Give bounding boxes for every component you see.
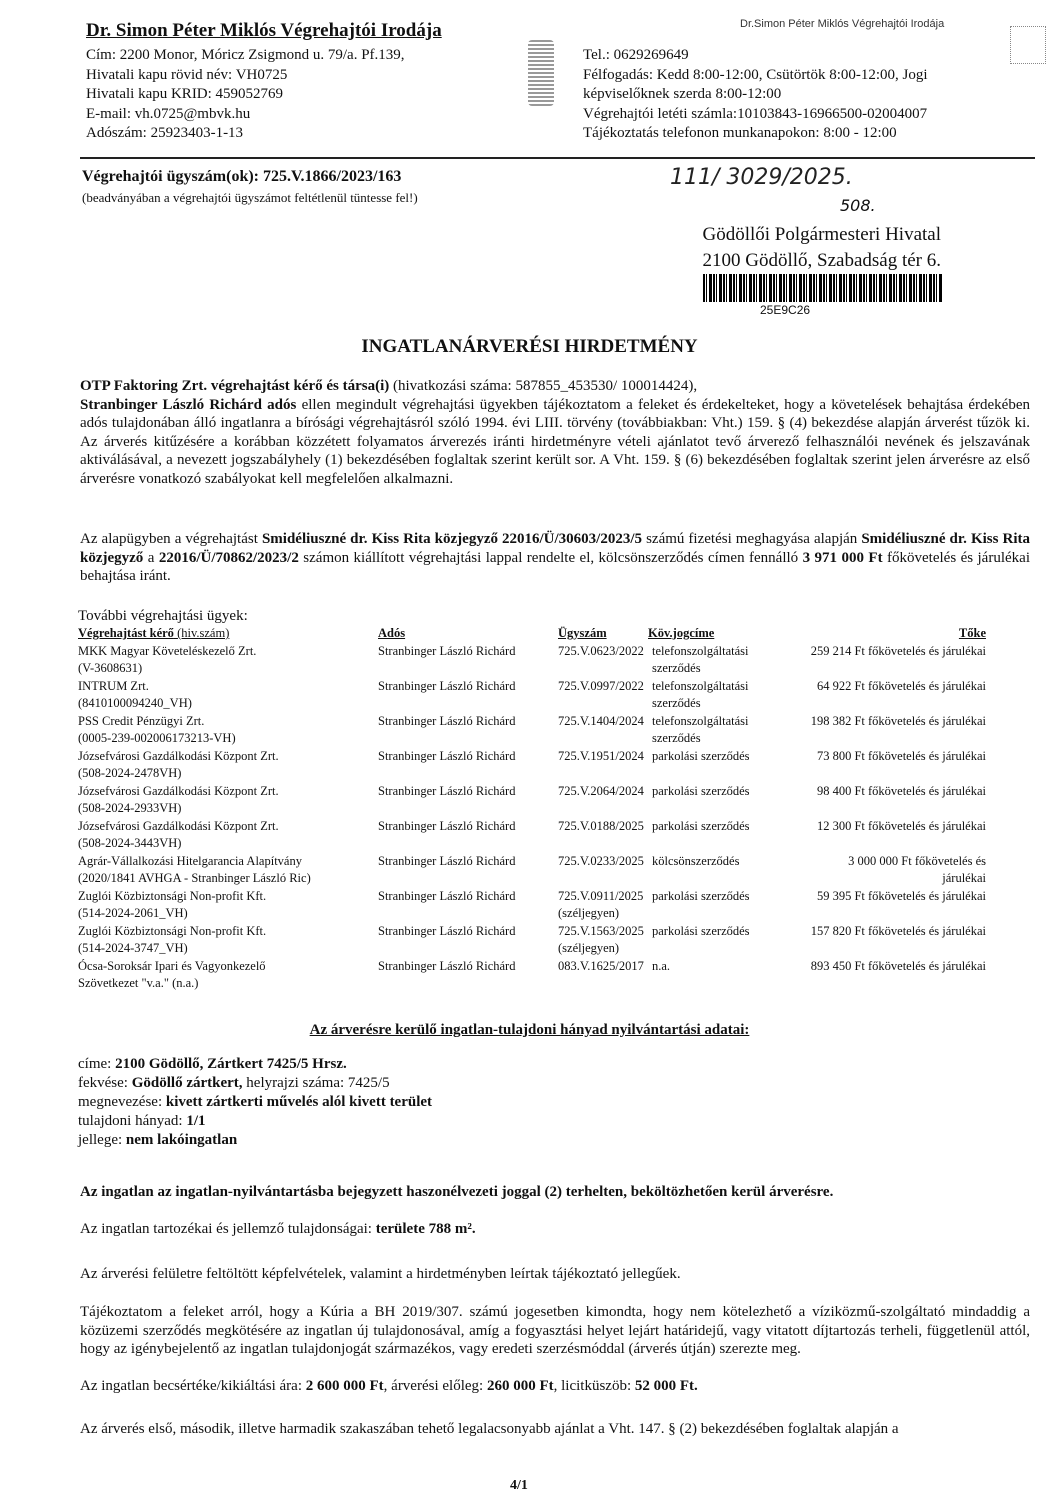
- property-field: címe: 2100 Gödöllő, Zártkert 7425/5 Hrsz.: [78, 1056, 347, 1072]
- divider: [80, 157, 1035, 159]
- claim-title: parkolási szerződés: [652, 748, 750, 763]
- case-id: 725.V.0997/2022: [558, 678, 644, 693]
- office-hours: [583, 46, 928, 144]
- debtor: Stranbinger László Richárd: [378, 888, 516, 903]
- case-note: (széljegyen): [558, 941, 620, 955]
- creditor-ref: (508-2024-3443VH): [78, 836, 182, 850]
- principal-amount: 59 395 Ft főkövetelés és járulékai: [816, 888, 986, 903]
- claim-title: telefonszolgáltatási szerződés: [652, 643, 749, 675]
- signature-stamp-icon: [1010, 26, 1046, 64]
- creditor: Józsefvárosi Gazdálkodási Központ Zrt.: [78, 783, 279, 798]
- property-field: tulajdoni hányad: 1/1: [78, 1113, 206, 1129]
- email: E-mail: vh.0725@mbvk.hu: [86, 105, 251, 122]
- table-row: [78, 748, 986, 783]
- gateway-krid: Hivatali kapu KRID: 459052769: [86, 86, 284, 102]
- creditor-ref: (508-2024-2933VH): [78, 801, 182, 815]
- case-id: 083.V.1625/2017: [558, 958, 644, 973]
- paragraph-lowest-bid: Az árverés első, második, illetve harmadik szakaszában tehető legalacsonyabb ajánlat a Vht. 147. § (2) bekezdésében foglaltak alapján a: [80, 1421, 899, 1437]
- creditor-ref: (8410100094240_VH): [78, 696, 192, 710]
- claim-title: parkolási szerződés: [652, 818, 750, 833]
- principal-amount: 259 214 Ft főkövetelés és járulékai: [810, 643, 986, 658]
- phone-info: Tájékoztatás telefonon munkanapokon: 8:00 - 12:00: [583, 125, 897, 141]
- paragraph-price: Az ingatlan becsértéke/kikiáltási ára: 2 600 000 Ft, árverési előleg: 260 000 Ft, licitküszöb: 52 000 Ft.: [80, 1378, 698, 1394]
- creditor: Józsefvárosi Gazdálkodási Központ Zrt.: [78, 748, 279, 763]
- office-name: Dr. Simon Péter Miklós Végrehajtói Irodája: [86, 20, 442, 41]
- paragraph-encumbrance: Az ingatlan az ingatlan-nyilvántartásba bejegyzett haszonélvezeti joggal (2) terhelten, beköltözhetően kerül árverésre.: [80, 1184, 834, 1200]
- paragraph-images: Az árverési felületre feltöltött képfelvételek, valamint a hirdetményben leírtak tájékoztató jellegűek.: [80, 1266, 681, 1282]
- case-number: Végrehajtói ügyszám(ok): 725.V.1866/2023/163: [82, 168, 402, 185]
- debtor: Stranbinger László Richárd: [378, 818, 516, 833]
- reception-hours: Félfogadás: Kedd 8:00-12:00, Csütörtök 8:00-12:00, Jogi: [583, 66, 928, 83]
- table-row: [78, 713, 986, 748]
- paragraph-features: Az ingatlan tartozékai és jellemző tulajdonságai: területe 788 m².: [80, 1221, 476, 1237]
- case-id: 725.V.0233/2025: [558, 853, 644, 868]
- creditor: Zuglói Közbiztonsági Non-profit Kft.: [78, 923, 267, 938]
- office-stamp: Dr.Simon Péter Miklós Végrehajtói Irodája: [740, 18, 945, 30]
- debtor: Stranbinger László Richárd: [378, 678, 516, 693]
- barcode-text: 25E9C26: [760, 303, 811, 317]
- property-field: megnevezése: kivett zártkerti művelés alól kivett terület: [78, 1094, 433, 1110]
- table-row: [78, 643, 986, 678]
- debtor: Stranbinger László Richárd: [378, 643, 516, 658]
- case-id: 725.V.0188/2025: [558, 818, 644, 833]
- debtor: Stranbinger László Richárd: [378, 853, 516, 868]
- property-details: [78, 1055, 432, 1150]
- case-id: 725.V.2064/2024: [558, 783, 644, 798]
- recipient: [702, 222, 941, 274]
- case-note: (beadványában a végrehajtói ügyszámot feltétlenül tüntesse fel!): [82, 190, 418, 205]
- paragraph-basis: Az alapügyben a végrehajtást Smidéliuszné dr. Kiss Rita közjegyző 22016/Ü/30603/2023/5 számú fizetési meghagyása alapján Smidéliuszné dr. Kiss Rita közjegyző a 22016/Ü/70862/2023/2 számon kiállított végrehajtási lappal rendelte el, kölcsönszerződés címen fennálló 3 971 000 Ft főkövetelés és járulékai behajtása iránt.: [80, 531, 1031, 584]
- case-id: 725.V.1563/2025: [558, 923, 644, 938]
- principal-amount: 98 400 Ft főkövetelés és járulékai: [816, 783, 986, 798]
- property-field: fekvése: Gödöllő zártkert, helyrajzi száma: 7425/5: [78, 1075, 390, 1091]
- case-id: 725.V.0623/2022: [558, 643, 644, 658]
- claim-title: parkolási szerződés: [652, 783, 750, 798]
- phone: Tel.: 0629269649: [583, 47, 689, 63]
- principal-amount: 64 922 Ft főkövetelés és járulékai: [816, 678, 986, 693]
- creditor-ref: (514-2024-2061_VH): [78, 906, 188, 920]
- principal-amount: 12 300 Ft főkövetelés és járulékai: [816, 818, 986, 833]
- tax-number: Adószám: 25923403-1-13: [86, 125, 244, 141]
- creditor: INTRUM Zrt.: [78, 678, 149, 693]
- recipient-address: 2100 Gödöllő, Szabadság tér 6.: [702, 250, 941, 271]
- creditor: Agrár-Vállalkozási Hitelgarancia Alapítvány: [78, 853, 302, 868]
- creditor: Józsefvárosi Gazdálkodási Központ Zrt.: [78, 818, 279, 833]
- gateway-name: Hivatali kapu rövid név: VH0725: [86, 66, 288, 83]
- claim-title: kölcsönszerződés: [652, 853, 740, 868]
- claim-title: telefonszolgáltatási szerződés: [652, 713, 749, 745]
- claim-title: parkolási szerződés: [652, 888, 750, 903]
- escrow-account: Végrehajtói letéti számla:10103843-16966500-02004007: [583, 105, 928, 122]
- table-row: [78, 958, 986, 993]
- table-row: [78, 783, 986, 818]
- document-title: INGATLANÁRVERÉSI HIRDETMÉNY: [361, 336, 698, 357]
- principal-amount: 198 382 Ft főkövetelés és járulékai: [810, 713, 986, 728]
- reception-hours-2: képviselőknek szerda 8:00-12:00: [583, 86, 782, 102]
- principal-amount: 893 450 Ft főkövetelés és járulékai: [810, 958, 986, 973]
- other-cases-table: További végrehajtási ügyek: Végrehajtást kérő (hiv.szám) Adós Ügyszám Köv.jogcíme Tőke MKK Magyar Követeléskezelő Zrt. (V-3608631) Stranbinger László Richárd 725.V.0623/2022 telefonszolgáltatási szerződés 259 214 Ft főkövetelés és járulékai INTRUM Zrt. (8410100094240_VH) Stranbinger László Richárd 725.V.0997/2022 telefonszolgáltatási szerződés 64 922 Ft főkövetelés és járulékai PSS Credit Pénzügyi Zrt. (0005-239-002006173213-VH) Stranbinger László Richárd 725.V.1404/2024 telefonszolgáltatási szerződés 198 382 Ft főkövetelés és járulékai Józsefvárosi Gazdálkodási Központ Zrt. (508-2024-2478VH) Stranbinger László Richárd 725.V.1951/2024 parkolási szerződés 73 800 Ft főkövetelés és járulékai Józsefvárosi Gazdálkodási Központ Zrt. (508-2024-2933VH) Stranbinger László Richárd 725.V.2064/2024 parkolási szerződés 98 400 Ft főkövetelés és járulékai Józsefvárosi Gazdálkodási Központ Zrt. (508-2024-3443VH) Stranbinger László Richárd 725.V.0188/2025 parkolási szerződés 12 300 Ft főkövetelés és járulékai Agrár-Vállalkozási Hitelgarancia Alapítvány (2020/1841 AVHGA - Stranbinger László Ric) Stranbinger László Richárd 725.V.0233/2025 kölcsönszerződés 3 000 000 Ft főkövetelés és járulékai Zuglói Közbiztonsági Non-profit Kft. (514-2024-2061_VH) Stranbinger László Richárd 725.V.0911/2025 (széljegyen) parkolási szerződés 59 395 Ft főkövetelés és járulékai Zuglói Közbiztonsági Non-profit Kft. (514-2024-3747_VH) Stranbinger László Richárd 725.V.1563/2025 (széljegyen) parkolási szerződés 157 820 Ft főkövetelés és járulékai Ócsa-Soroksár Ipari és Vagyonkezelő Szövetkezet "v.a." (n.a.) Stranbinger László Richárd 083.V.1625/2017 n.a. 893 450 Ft főkövetelés és járulékai: [78, 608, 986, 993]
- address: Cím: 2200 Monor, Móricz Zsigmond u. 79/a. Pf.139,: [86, 47, 405, 63]
- claim-title: telefonszolgáltatási szerződés: [652, 678, 749, 710]
- creditor: Ócsa-Soroksár Ipari és Vagyonkezelő: [78, 958, 266, 973]
- handwritten-note: 508.: [840, 196, 876, 215]
- creditor-ref: (0005-239-002006173213-VH): [78, 731, 236, 745]
- other-cases-heading: További végrehajtási ügyek:: [78, 608, 248, 624]
- creditor: MKK Magyar Követeléskezelő Zrt.: [78, 643, 257, 658]
- case-id: 725.V.1951/2024: [558, 748, 644, 763]
- creditor-ref: (508-2024-2478VH): [78, 766, 182, 780]
- paragraph-intro: OTP Faktoring Zrt. végrehajtást kérő és társa(i) (hivatkozási száma: 587855_453530/ 100014424), Stranbinger László Richárd adós ellen megindult végrehajtási ügyekben tájékoztatom a feleket és érdekelteket, hogy a követelések behajtása érdekében adós tulajdonában álló ingatlanra a bírósági végrehajtásról szóló 1994. évi LIII. törvény (továbbiakban: Vht.) 159. § (4) bekezdése alapján árverést tűzök ki. Az árverés kitűzésére a korábban közzétett folyamatos árverezés iránti hirdetményre vételi ajánlatot tevő árverező felhasználói nevének és jelszavának aktiválásával, a nevezett jogszabályhely (1) bekezdésében foglaltak szerint került sor. A Vht. 159. § (6) bekezdésében foglaltak szerint jelen árverésre az első árverésre vonatkozó szabályokat kell megfelelően alkalmazni.: [80, 378, 1030, 487]
- creditor-ref: (2020/1841 AVHGA - Stranbinger László Ric): [78, 871, 311, 885]
- claim-title: n.a.: [652, 958, 671, 973]
- case-id: 725.V.1404/2024: [558, 713, 644, 728]
- creditor-ref: Szövetkezet "v.a." (n.a.): [78, 976, 199, 990]
- creditor: PSS Credit Pénzügyi Zrt.: [78, 713, 205, 728]
- table-row: [78, 853, 986, 888]
- principal-amount: 157 820 Ft főkövetelés és járulékai: [810, 923, 986, 938]
- principal-amount: 3 000 000 Ft főkövetelés és járulékai: [848, 853, 986, 885]
- property-section-title: Az árverésre kerülő ingatlan-tulajdoni hányad nyilvántartási adatai:: [309, 1022, 750, 1038]
- table-row: [78, 888, 986, 923]
- table-row: [78, 818, 986, 853]
- creditor-ref: (V-3608631): [78, 661, 143, 675]
- barcode-icon: [703, 274, 943, 302]
- debtor: Stranbinger László Richárd: [378, 923, 516, 938]
- case-note: (széljegyen): [558, 906, 620, 920]
- recipient-name: Gödöllői Polgármesteri Hivatal: [702, 224, 941, 245]
- property-field: jellege: nem lakóingatlan: [78, 1132, 238, 1148]
- debtor: Stranbinger László Richárd: [378, 783, 516, 798]
- debtor: Stranbinger László Richárd: [378, 958, 516, 973]
- office-contact: [86, 46, 405, 144]
- coat-of-arms-icon: [528, 40, 554, 106]
- table-row: [78, 923, 986, 958]
- creditor-ref: (514-2024-3747_VH): [78, 941, 188, 955]
- table-row: [78, 678, 986, 713]
- case-id: 725.V.0911/2025: [558, 888, 644, 903]
- debtor: Stranbinger László Richárd: [378, 748, 516, 763]
- principal-amount: 73 800 Ft főkövetelés és járulékai: [816, 748, 986, 763]
- paragraph-curia: Tájékoztatom a feleket arról, hogy a Kúria a BH 2019/307. számú jogesetben kimondta, hogy nem kötelezhető a víziközmű-szolgáltató mindaddig a közüzemi szerződés megkötésére az ingatlan új tulajdonosával, amíg a fogyasztási helyet lejárt határidejű, vagy vitatott díjtartozás terheli, függetlenül attól, hogy az igénybejelentő az ingatlan tulajdonjogát származékos, vagy eredeti szerzésmóddal (árverés útján) szerezte meg.: [80, 1304, 1030, 1357]
- debtor: Stranbinger László Richárd: [378, 713, 516, 728]
- creditor: Zuglói Közbiztonsági Non-profit Kft.: [78, 888, 267, 903]
- handwritten-registry-number: 111/ 3029/2025.: [670, 165, 853, 190]
- page-number: 4/1: [510, 1478, 528, 1493]
- claim-title: parkolási szerződés: [652, 923, 750, 938]
